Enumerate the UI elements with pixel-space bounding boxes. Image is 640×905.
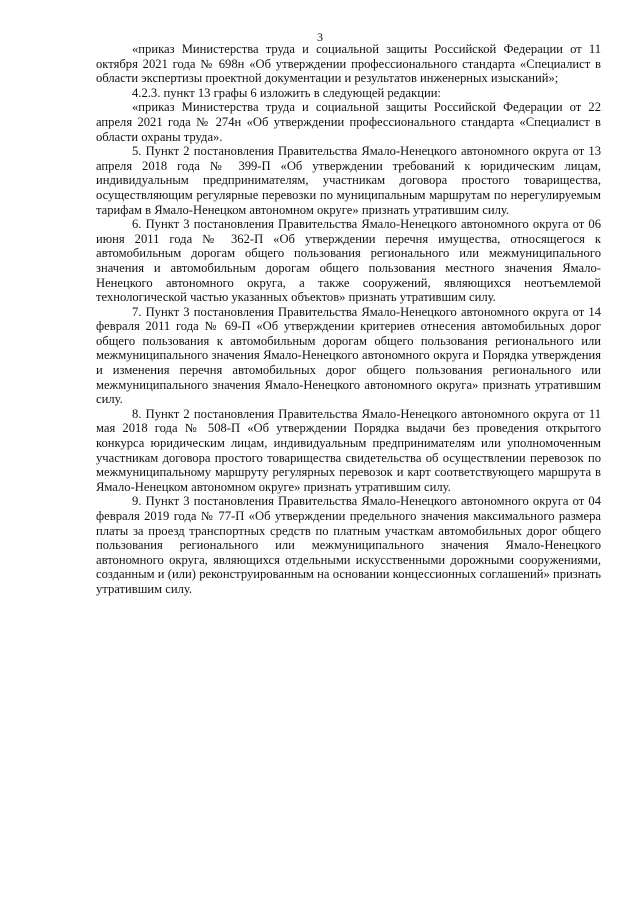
- paragraph-item-4-2-3: 4.2.3. пункт 13 графы 6 изложить в следующей редакции:: [132, 85, 441, 100]
- paragraph-order-698n: «приказ Министерства труда и социальной защиты Российской Федерации от 11 октября 2021 года № 698н «Об утверждении профессионального стандарта «Специалист в области экспертизы проектной документации и результатов инженерных изысканий»;: [96, 42, 601, 86]
- document-body: [96, 42, 601, 597]
- paragraph-item-6: 6. Пункт 3 постановления Правительства Ямало-Ненецкого автономного округа от 06 июня 2011 года № 362-П «Об утверждении перечня имущества, относящегося к автомобильным дорогам общего пользования регионального или межмуниципального значения и автомобильным дорогам общего пользования местного значения Ямало-Ненецкого автономного округа, а также сооружений, являющихся неотъемлемой технологической частью указанных объектов» признать утратившим силу.: [96, 217, 601, 305]
- paragraph-item-9: 9. Пункт 3 постановления Правительства Ямало-Ненецкого автономного округа от 04 февраля 2019 года № 77-П «Об утверждении предельного значения максимального размера платы за проезд транспортных средств по платным участкам автомобильных дорог общего пользования регионального или межмуниципального значения Ямало-Ненецкого автономного округа, являющихся отдельными искусственными дорожными сооружениями, созданным и (или) реконструированным на основании концессионных соглашений» признать утратившим силу.: [96, 494, 601, 596]
- paragraph-order-274n: «приказ Министерства труда и социальной защиты Российской Федерации от 22 апреля 2021 года № 274н «Об утверждении профессионального стандарта «Специалист в области охраны труда».: [96, 100, 601, 144]
- paragraph-item-8: 8. Пункт 2 постановления Правительства Ямало-Ненецкого автономного округа от 11 мая 2018 года № 508-П «Об утверждении Порядка выдачи без проведения открытого конкурса юридическим лицам, индивидуальным предпринимателям или уполномоченным участникам договора простого товарищества свидетельства об осуществлении перевозок по межмуниципальному маршруту регулярных перевозок и карт соответствующего маршрута в Ямало-Ненецком автономном округе» признать утратившим силу.: [96, 406, 601, 494]
- page-number: 3: [317, 30, 323, 44]
- paragraph-item-7: 7. Пункт 3 постановления Правительства Ямало-Ненецкого автономного округа от 14 февраля 2011 года № 69-П «Об утверждении критериев отнесения автомобильных дорог общего пользования к автомобильным дорогам общего пользования регионального или межмуниципального значения Ямало-Ненецкого автономного округа и Порядка утверждения и изменения перечня автомобильных дорог общего пользования регионального или межмуниципального значения Ямало-Ненецкого автономного округа» признать утратившим силу.: [96, 304, 601, 407]
- paragraph-item-5: 5. Пункт 2 постановления Правительства Ямало-Ненецкого автономного округа от 13 апреля 2018 года № 399-П «Об утверждении требований к юридическим лицам, индивидуальным предпринимателям, участникам договора простого товарищества, осуществляющим регулярные перевозки по муниципальным маршрутам по нерегулируемым тарифам в Ямало-Ненецком автономном округе» признать утратившим силу.: [96, 144, 601, 217]
